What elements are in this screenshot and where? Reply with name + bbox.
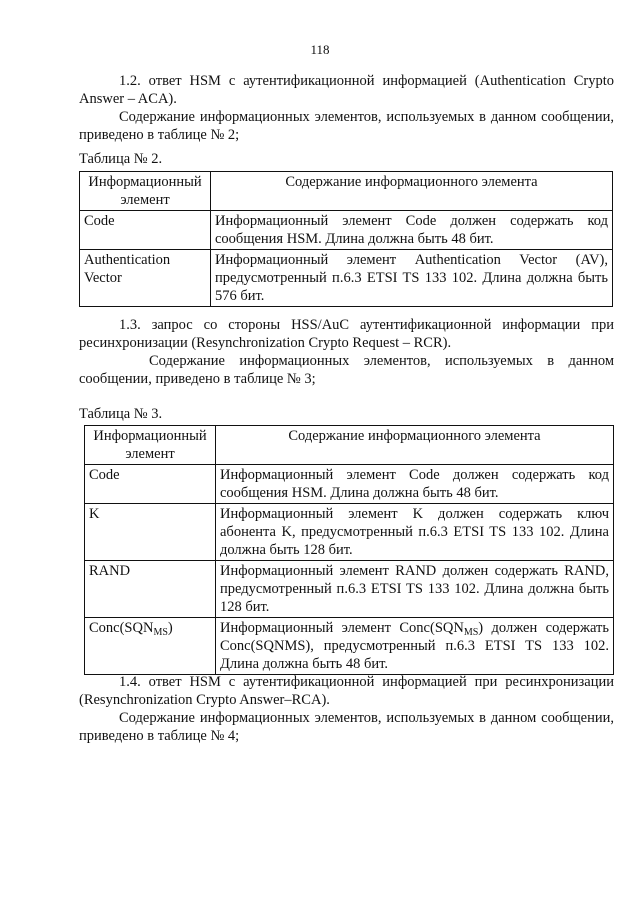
section-1-3-intro: Содержание информационных элементов, используемых в данном сообщении, приведено в таблице № 3; bbox=[79, 353, 614, 387]
section-1-2-heading: 1.2. ответ HSM с аутентификационной информацией (Authentication Crypto Answer – ACA). bbox=[79, 73, 614, 107]
element-name-cell bbox=[85, 618, 216, 675]
element-content-cell bbox=[216, 618, 614, 675]
element-name-cell: Authentication Vector bbox=[80, 250, 211, 307]
table-header-row bbox=[85, 426, 614, 465]
table-row bbox=[80, 211, 613, 250]
element-name-cell: RAND bbox=[85, 561, 216, 618]
element-content-cell: Информационный элемент K должен содержать ключ абонента K, предусмотренный п.6.3 ETSI TS 133 102. Длина должна быть 128 бит. bbox=[216, 504, 614, 561]
section-1-3-heading: 1.3. запрос со стороны HSS/AuC аутентификационной информации при ресинхронизации (Resynchronization Crypto Request – RCR). bbox=[79, 317, 614, 351]
content-subscript: MS bbox=[463, 627, 479, 638]
table-row bbox=[80, 250, 613, 307]
table-header-row bbox=[80, 172, 613, 211]
element-name-base: Conc(SQN bbox=[89, 620, 154, 636]
content-rest: ) должен содержать Conc(SQNMS), предусмотренный п.6.3 ETSI TS 133 102. Длина должна быть 48 бит. bbox=[220, 620, 609, 672]
section-1-2-intro: Содержание информационных элементов, используемых в данном сообщении, приведено в таблице № 2; bbox=[79, 109, 614, 143]
element-content-cell: Информационный элемент Code должен содержать код сообщения HSM. Длина должна быть 48 бит. bbox=[211, 211, 613, 250]
table-header-cell: Содержание информационного элемента bbox=[211, 172, 613, 211]
table-row bbox=[85, 561, 614, 618]
element-content-cell: Информационный элемент Authentication Vector (AV), предусмотренный п.6.3 ETSI TS 133 102. Длина должна быть 576 бит. bbox=[211, 250, 613, 307]
table-3-caption: Таблица № 3. bbox=[79, 406, 163, 422]
content-prefix: Информационный элемент Conc(SQN bbox=[220, 620, 464, 636]
element-name-tail: ) bbox=[167, 620, 173, 636]
page-number: 118 bbox=[310, 42, 330, 57]
table-row bbox=[85, 465, 614, 504]
element-name-cell: K bbox=[85, 504, 216, 561]
section-1-4-heading: 1.4. ответ HSM с аутентификационной информацией при ресинхронизации (Resynchronization Crypto Answer–RCA). bbox=[79, 674, 614, 708]
element-content-cell: Информационный элемент RAND должен содержать RAND, предусмотренный п.6.3 ETSI TS 133 102. Длина должна быть 128 бит. bbox=[216, 561, 614, 618]
table-row bbox=[85, 504, 614, 561]
table-3 bbox=[84, 425, 614, 675]
table-header-cell: Информационный элемент bbox=[85, 426, 216, 465]
section-1-4-intro: Содержание информационных элементов, используемых в данном сообщении, приведено в таблице № 4; bbox=[79, 710, 614, 744]
table-row bbox=[85, 618, 614, 675]
table-2-caption: Таблица № 2. bbox=[79, 151, 163, 167]
element-name-subscript: MS bbox=[153, 627, 168, 638]
element-content-cell: Информационный элемент Code должен содержать код сообщения HSM. Длина должна быть 48 бит. bbox=[216, 465, 614, 504]
element-name-cell: Code bbox=[80, 211, 211, 250]
table-header-cell: Содержание информационного элемента bbox=[216, 426, 614, 465]
table-2 bbox=[79, 171, 613, 307]
element-name-cell: Code bbox=[85, 465, 216, 504]
table-header-cell: Информационный элемент bbox=[80, 172, 211, 211]
